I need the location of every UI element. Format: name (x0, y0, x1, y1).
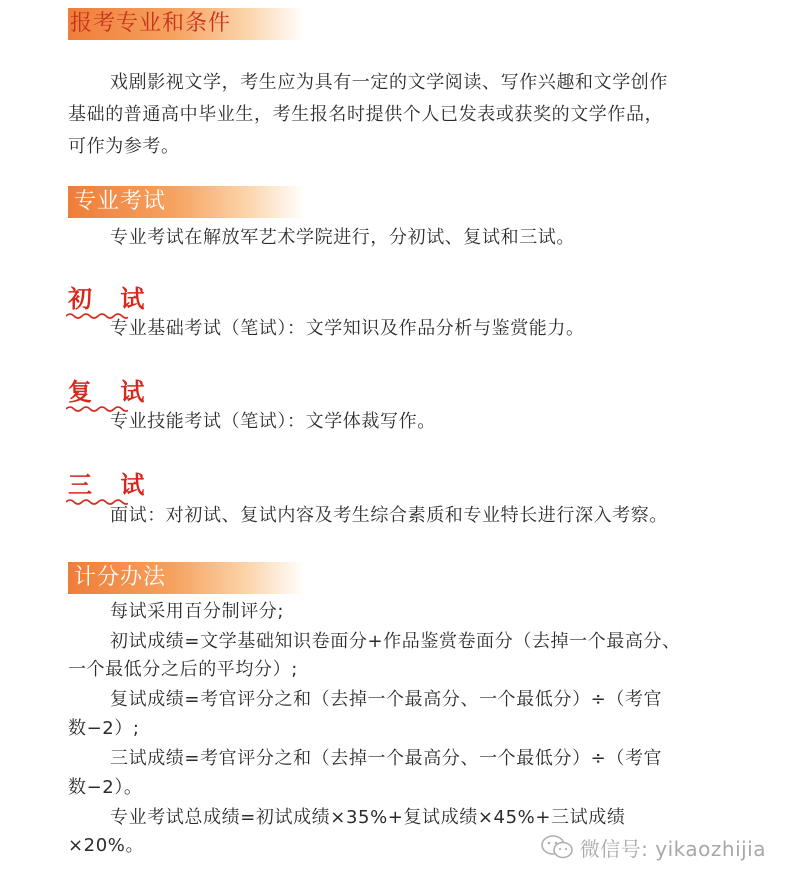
watermark-text: 微信号: yikaozhijia (579, 836, 766, 861)
section-heading-bar (68, 186, 304, 218)
section-heading-exam: 专业考试 (74, 189, 167, 214)
section-heading-conditions: 报考专业和条件 (70, 11, 232, 36)
section-heading-scoring: 计分办法 (74, 565, 167, 590)
paragraph-line: ×20%。 (68, 835, 145, 856)
paragraph-line: 专业考试总成绩=初试成绩×35%+复试成绩×45%+三试成绩 (110, 807, 626, 828)
wechat-icon (540, 834, 574, 860)
paragraph-line: 数−2）。 (68, 777, 143, 798)
paragraph-line: 基础的普通高中毕业生，考生报名时提供个人已发表或获奖的文学作品， (68, 104, 664, 125)
paragraph-line: 面试：对初试、复试内容及考生综合素质和专业特长进行深入考察。 (110, 505, 668, 526)
section-heading-bar (68, 8, 304, 40)
paragraph-line: 专业技能考试（笔试）：文学体裁写作。 (110, 411, 436, 432)
paragraph-line: 三试成绩=考官评分之和（去掉一个最高分、一个最低分）÷（考官 (110, 748, 663, 769)
round1-title: 初 试 (68, 285, 155, 313)
paragraph-line: 一个最低分之后的平均分）; (68, 659, 298, 680)
paragraph-line: 专业考试在解放军艺术学院进行，分初试、复试和三试。 (110, 227, 575, 248)
paragraph-line: 专业基础考试（笔试）：文学知识及作品分析与鉴赏能力。 (110, 318, 585, 339)
paragraph-line: 可作为参考。 (68, 136, 180, 157)
paragraph-line: 每试采用百分制评分; (110, 601, 285, 622)
round2-title: 复 试 (68, 378, 155, 406)
paragraph-line: 数−2）; (68, 718, 140, 739)
paragraph-line: 戏剧影视文学，考生应为具有一定的文学阅读、写作兴趣和文学创作 (110, 72, 668, 93)
round3-title: 三 试 (68, 471, 155, 499)
section-heading-bar (68, 562, 304, 594)
paragraph-line: 初试成绩=文学基础知识卷面分+作品鉴赏卷面分（去掉一个最高分、 (110, 631, 681, 652)
paragraph-line: 复试成绩=考官评分之和（去掉一个最高分、一个最低分）÷（考官 (110, 689, 663, 710)
watermark (540, 832, 766, 862)
